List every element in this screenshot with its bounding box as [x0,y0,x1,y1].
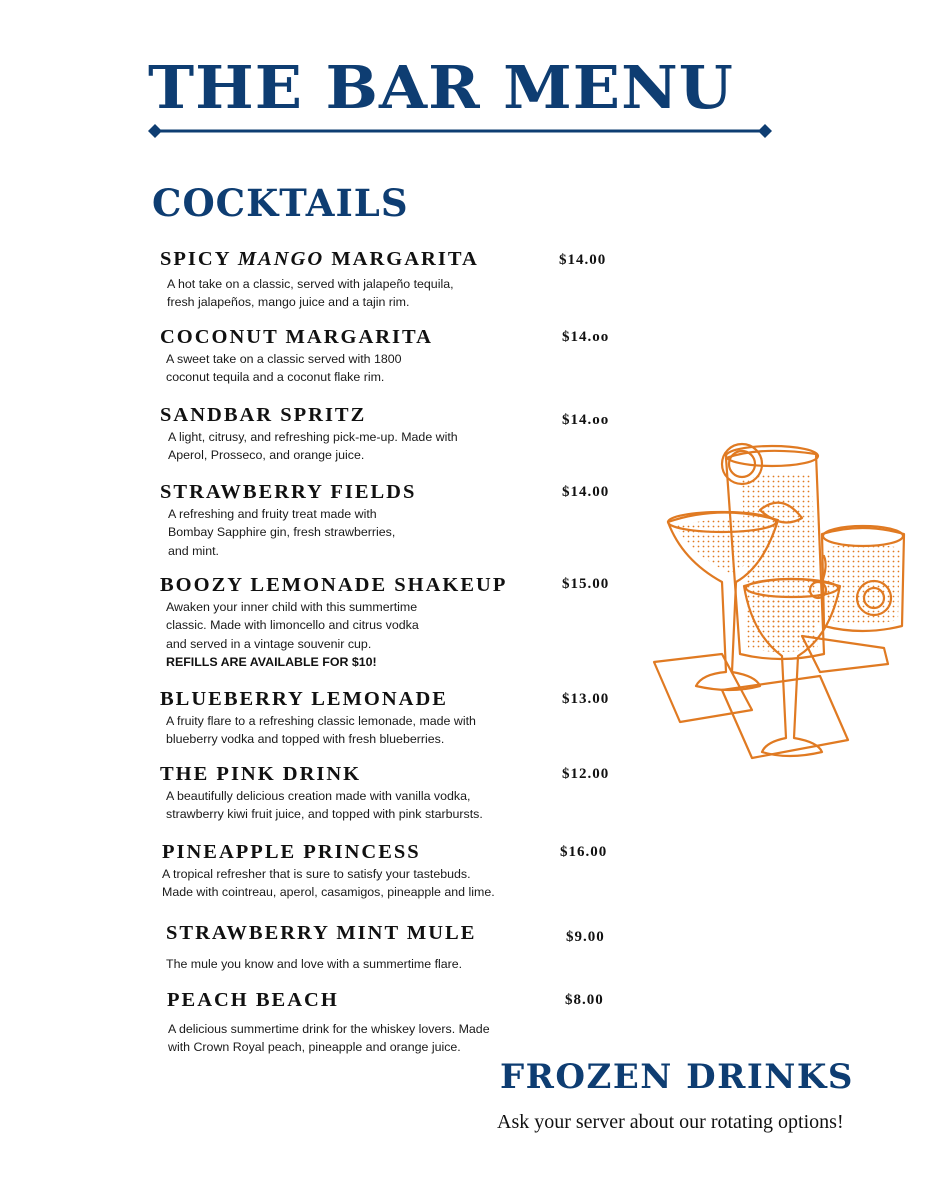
menu-item-name: PINEAPPLE PRINCESS [162,841,421,863]
menu-item-refill-note: REFILLS ARE AVAILABLE FOR $10! [166,655,377,670]
menu-item-price: $14.oo [562,329,610,345]
menu-item-description: The mule you know and love with a summertime flare. [166,957,463,971]
menu-item-spicy-mango-margarita [160,246,479,312]
menu-item-blueberry-lemonade [160,686,476,749]
menu-item-price: $8.00 [565,992,604,1008]
title-divider [148,124,772,138]
menu-item-name: STRAWBERRY FIELDS [160,481,417,503]
menu-item-name: STRAWBERRY MINT MULE [166,922,477,944]
cocktail-glasses-illustration-icon [652,440,908,768]
menu-item-description: A delicious summertime drink for the whiskey lovers. Made with Crown Royal peach, pineapple and orange juice. [168,1022,490,1055]
menu-item-description: Awaken your inner child with this summertime classic. Made with limoncello and citrus vodka and served in a vintage souvenir cup. [166,600,419,651]
menu-item-boozy-lemonade-shakeup [160,572,507,672]
menu-item-price: $9.00 [566,929,605,945]
menu-item-strawberry-mint-mule [166,920,476,973]
menu-item-name: BLUEBERRY LEMONADE [160,688,448,710]
menu-item-name-emphasis: MANGO [237,248,325,270]
menu-item-sandbar-spritz [160,402,458,465]
menu-item-description: A sweet take on a classic served with 1800 coconut tequila and a coconut flake rim. [166,352,402,385]
menu-item-price: $13.00 [562,691,610,707]
menu-item-name: BOOZY LEMONADE SHAKEUP [160,574,508,596]
menu-item-description: A beautifully delicious creation made with vanilla vodka, strawberry kiwi fruit juice, and topped with pink starbursts. [166,789,483,822]
menu-item-price: $14.00 [562,484,610,500]
menu-item-coconut-margarita [160,324,433,387]
menu-item-peach-beach [167,987,490,1057]
menu-item-price: $14.00 [559,252,607,268]
cocktails-heading: COCKTAILS [152,181,409,225]
menu-item-description: A light, citrusy, and refreshing pick-me-up. Made with Aperol, Prosseco, and orange juice. [168,430,458,463]
menu-item-price: $16.00 [560,844,608,860]
menu-item-the-pink-drink [160,761,483,824]
menu-item-description: A hot take on a classic, served with jalapeño tequila, fresh jalapeños, mango juice and a tajin rim. [167,277,454,310]
menu-item-name: THE PINK DRINK [160,763,362,785]
menu-item-name: PEACH BEACH [167,989,339,1011]
menu-item-pineapple-princess [162,839,495,902]
menu-item-description: A refreshing and fruity treat made with Bombay Sapphire gin, fresh strawberries, and mint. [168,507,396,558]
menu-item-price: $12.00 [562,766,610,782]
menu-item-strawberry-fields [160,479,416,560]
menu-item-description: A fruity flare to a refreshing classic lemonade, made with blueberry vodka and topped with fresh blueberries. [166,714,476,747]
frozen-drinks-note: Ask your server about our rotating options! [497,1111,844,1133]
menu-item-price: $14.oo [562,412,610,428]
menu-item-description: A tropical refresher that is sure to satisfy your tastebuds. Made with cointreau, aperol, casamigos, pineapple and lime. [162,867,495,900]
frozen-drinks-heading: FROZEN DRINKS [500,1057,854,1097]
menu-item-name: COCONUT MARGARITA [160,326,433,348]
menu-item-price: $15.00 [562,576,610,592]
page-title: THE BAR MENU [148,52,734,123]
menu-item-name: SANDBAR SPRITZ [160,404,367,426]
menu-item-name: SPICY MANGO MARGARITA [160,248,479,270]
